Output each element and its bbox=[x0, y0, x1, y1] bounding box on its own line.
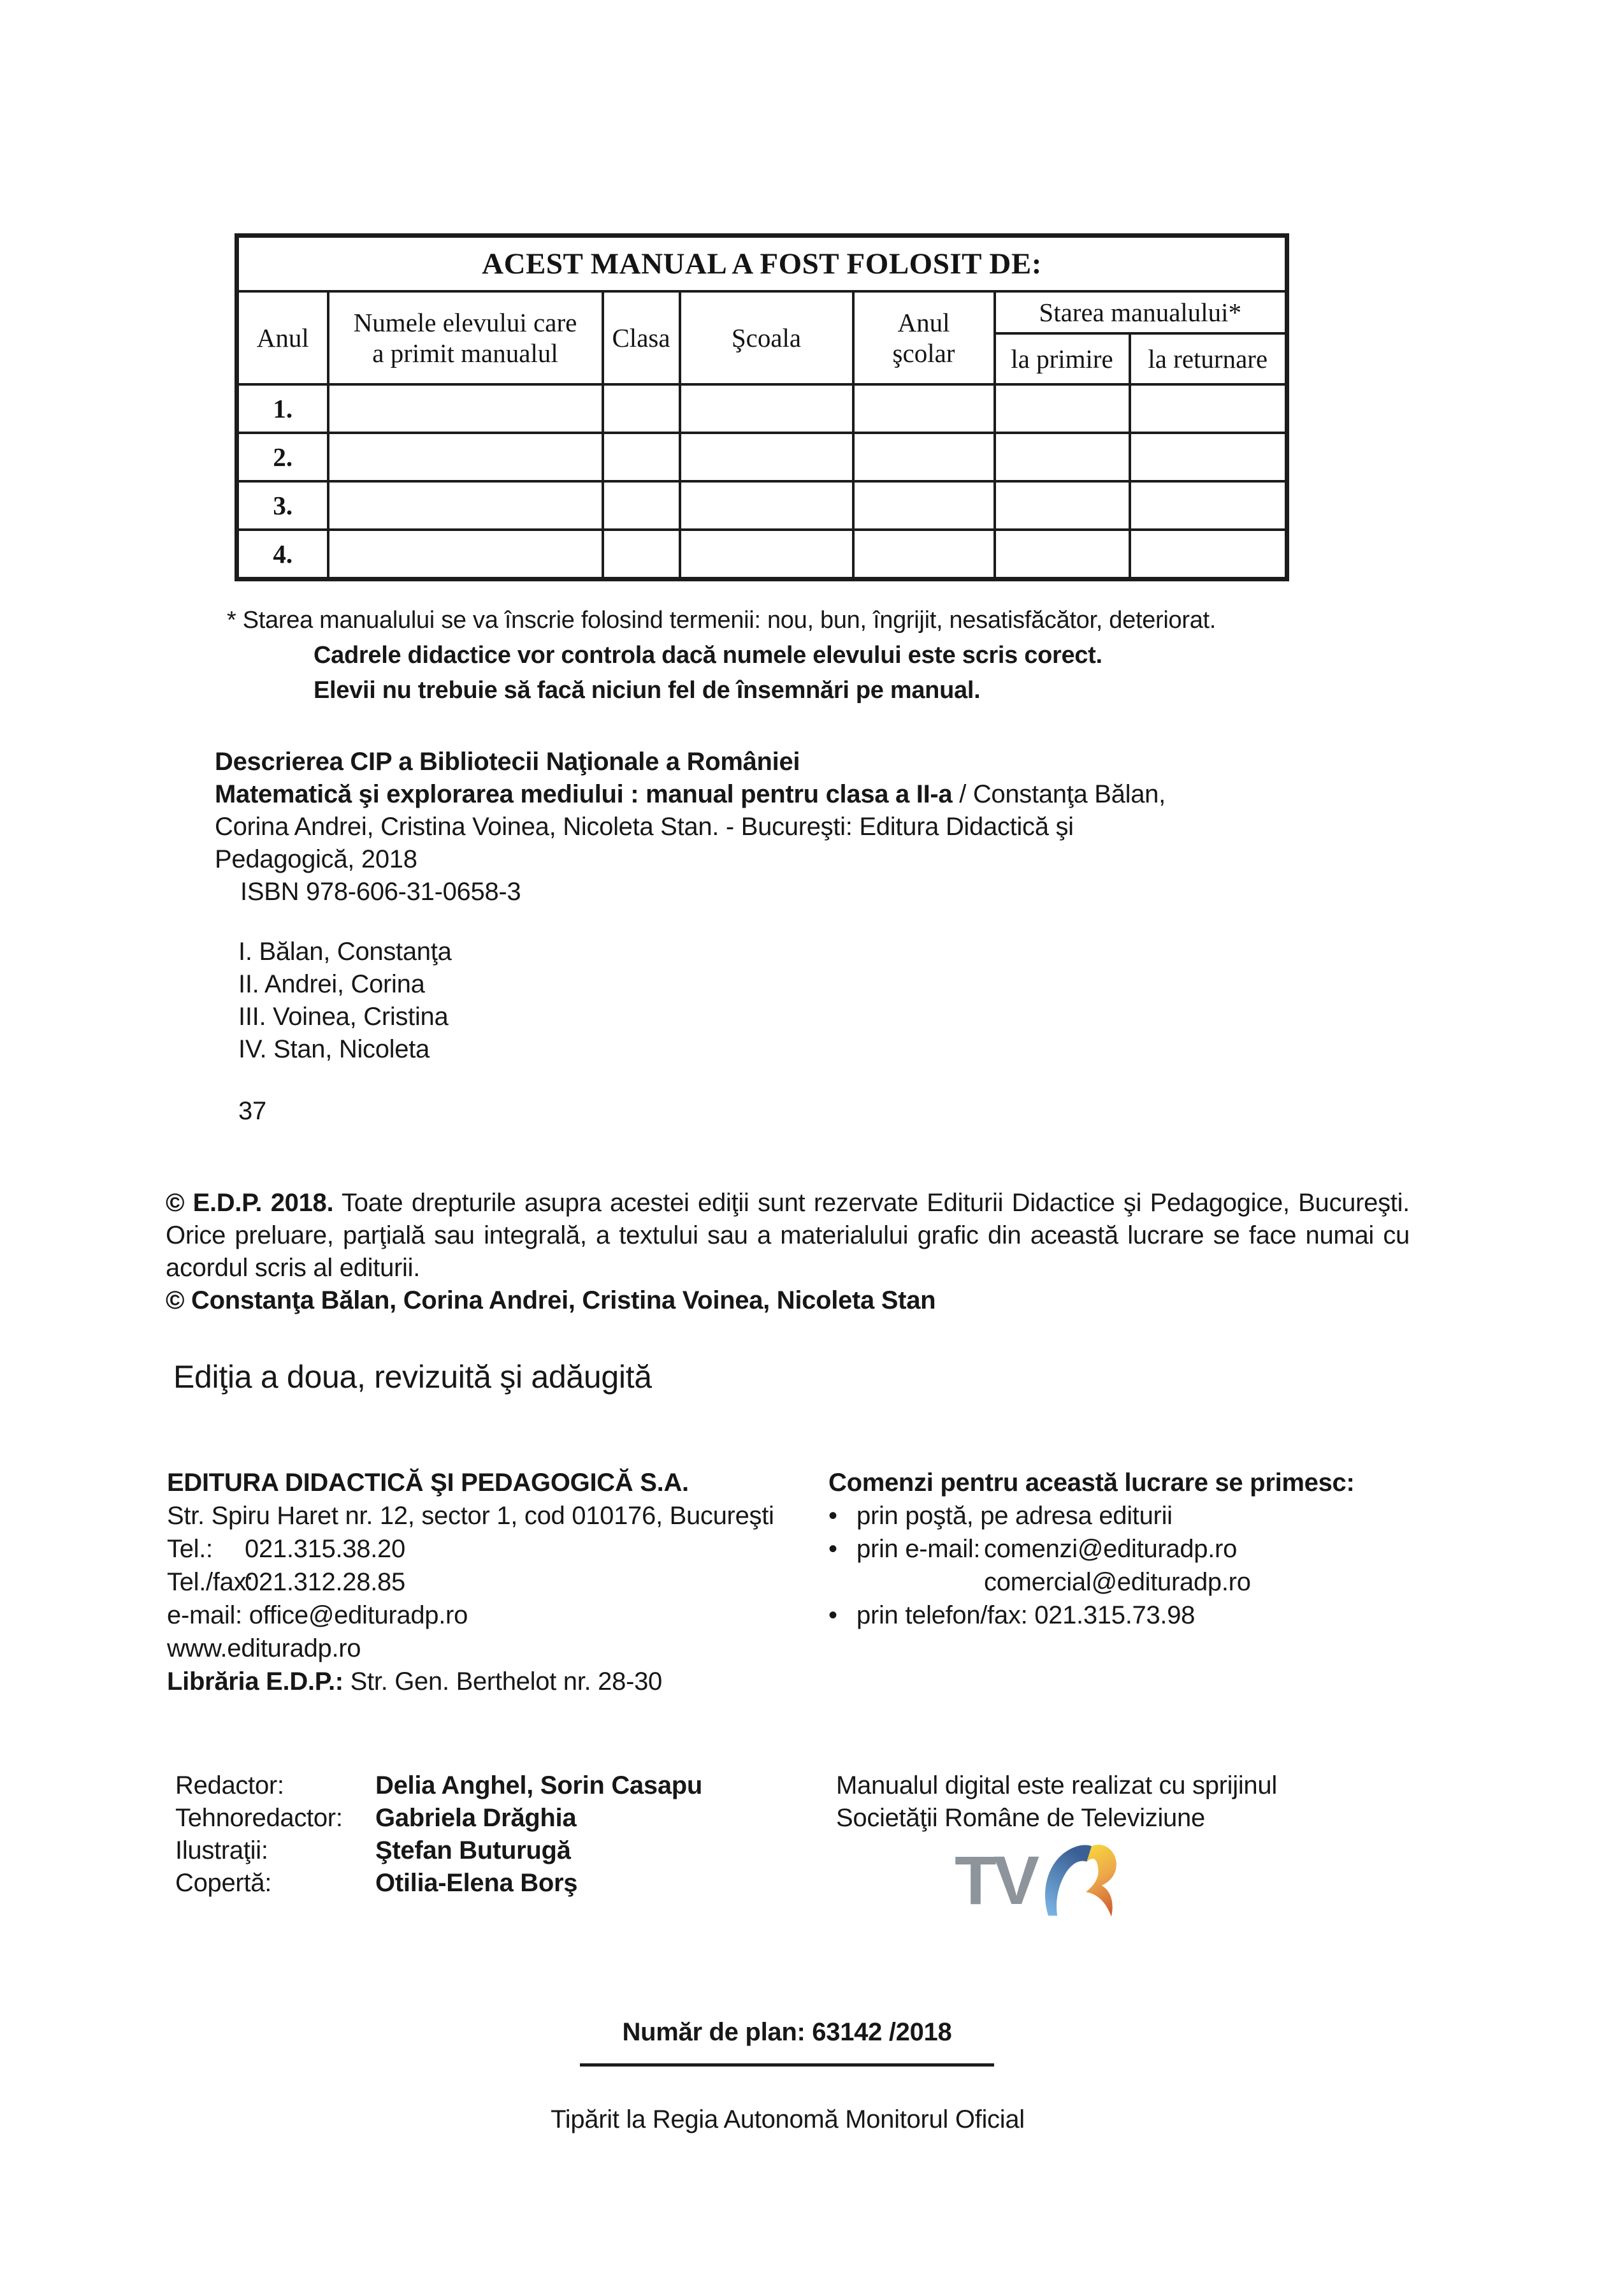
tvr-r-icon bbox=[1034, 1840, 1119, 1917]
cip-authors-line: Corina Andrei, Cristina Voinea, Nicoleta Stan. - Bucureşti: Editura Didactică şi bbox=[215, 813, 1074, 841]
table-row bbox=[237, 530, 1287, 579]
credit-row: Ilustraţii: Ştefan Buturugă bbox=[175, 1836, 571, 1864]
table-cell-empty bbox=[853, 384, 995, 433]
printing-house-note: Tipărit la Regia Autonomă Monitorul Oficial bbox=[551, 2105, 1025, 2133]
cip-author-item: III. Voinea, Cristina bbox=[238, 1003, 449, 1031]
table-title: ACEST MANUAL A FOST FOLOSIT DE: bbox=[237, 236, 1287, 292]
table-cell-empty bbox=[680, 481, 853, 530]
isbn: ISBN 978-606-31-0658-3 bbox=[240, 878, 521, 906]
table-row bbox=[237, 384, 1287, 433]
table-title-row bbox=[237, 236, 1287, 292]
copyright-authors: © Constanţa Bălan, Corina Andrei, Cristina Voinea, Nicoleta Stan bbox=[166, 1286, 936, 1314]
col-header-anul: Anul bbox=[237, 291, 328, 384]
table-cell-empty bbox=[1130, 433, 1287, 481]
divider-line bbox=[580, 2063, 994, 2067]
publisher-fax: Tel./fax:021.312.28.85 bbox=[167, 1568, 405, 1596]
col-header-starea: Starea manualului* bbox=[995, 291, 1287, 333]
table-cell-empty bbox=[603, 433, 680, 481]
edition-note: Ediţia a doua, revizuită şi adăugită bbox=[173, 1359, 652, 1395]
table-cell-empty bbox=[853, 530, 995, 579]
cip-author-item: II. Andrei, Corina bbox=[238, 970, 425, 998]
orders-email-1: comenzi@edituradp.ro bbox=[984, 1535, 1238, 1563]
tvr-logo bbox=[955, 1840, 1119, 1917]
publisher-name: EDITURA DIDACTICĂ ŞI PEDAGOGICĂ S.A. bbox=[167, 1469, 689, 1497]
cip-author-index bbox=[238, 936, 452, 1066]
publisher-email: e-mail: office@edituradp.ro bbox=[167, 1601, 468, 1629]
bullet-icon: • bbox=[828, 1601, 837, 1629]
publisher-phone: Tel.: 021.315.38.20 bbox=[167, 1535, 405, 1563]
orders-email-2: comercial@edituradp.ro bbox=[984, 1568, 1251, 1596]
table-cell-empty bbox=[680, 433, 853, 481]
copyright-text: Toate drepturile asupra acestei ediţii sunt rezervate Editurii Didactice şi Pedagogice, Bucureşti. Orice preluare, parţială sau integrală, a textului sau a materialului grafic din această lucrare se face numai cu acordul scris al editurii. bbox=[166, 1189, 1410, 1282]
row-number: 4. bbox=[237, 530, 328, 579]
bullet-icon: • bbox=[828, 1535, 837, 1563]
col-header-anul-scolar: Anul şcolar bbox=[853, 291, 995, 384]
col-header-la-returnare: la returnare bbox=[1130, 333, 1287, 384]
table-cell-empty bbox=[680, 530, 853, 579]
table-cell-empty bbox=[603, 530, 680, 579]
digital-manual-note: Manualul digital este realizat cu sprijinul Societăţii Române de Televiziune bbox=[836, 1771, 1277, 1832]
table-cell-empty bbox=[328, 384, 603, 433]
table-cell-empty bbox=[1130, 384, 1287, 433]
cip-class-number: 37 bbox=[238, 1097, 266, 1125]
col-header-la-primire: la primire bbox=[995, 333, 1130, 384]
cip-title-line: Matematică şi explorarea mediului : manual pentru clasa a II-a / Constanţa Bălan, bbox=[215, 780, 1166, 808]
table-cell-empty bbox=[328, 530, 603, 579]
row-number: 3. bbox=[237, 481, 328, 530]
plan-number: Număr de plan: 63142 /2018 bbox=[622, 2018, 952, 2046]
cip-heading: Descrierea CIP a Bibliotecii Naţionale a României bbox=[215, 748, 800, 776]
table-footnote bbox=[227, 603, 1216, 708]
table-cell-empty bbox=[1130, 481, 1287, 530]
table-cell-empty bbox=[853, 433, 995, 481]
orders-by-phone: • prin telefon/fax: 021.315.73.98 bbox=[828, 1599, 1355, 1632]
table-cell-empty bbox=[328, 433, 603, 481]
row-number: 1. bbox=[237, 384, 328, 433]
orders-heading: Comenzi pentru această lucrare se primesc: bbox=[828, 1469, 1355, 1497]
table-cell-empty bbox=[995, 384, 1130, 433]
bullet-icon: • bbox=[828, 1502, 837, 1530]
col-header-numele: Numele elevului care a primit manualul bbox=[328, 291, 603, 384]
table-row bbox=[237, 481, 1287, 530]
publisher-address: Str. Spiru Haret nr. 12, sector 1, cod 010176, Bucureşti bbox=[167, 1502, 774, 1530]
orders-by-mail: • prin poştă, pe adresa editurii bbox=[828, 1499, 1355, 1532]
copyright-paragraph bbox=[166, 1187, 1410, 1284]
cip-author-item: I. Bălan, Constanţa bbox=[238, 938, 452, 966]
col-header-scoala: Şcoala bbox=[680, 291, 853, 384]
table-cell-empty bbox=[1130, 530, 1287, 579]
cip-publisher-line: Pedagogică, 2018 bbox=[215, 845, 417, 873]
footnote-terms: * Starea manualului se va înscrie folosind termenii: nou, bun, îngrijit, nesatisfăcător, deteriorat. bbox=[227, 607, 1217, 634]
manual-usage-table bbox=[235, 233, 1289, 581]
orders-by-email: • prin e-mail: comenzi@edituradp.ro bbox=[828, 1532, 1355, 1566]
credit-row: Tehnoredactor: Gabriela Drăghia bbox=[175, 1804, 577, 1832]
tvr-letters: TV bbox=[955, 1842, 1037, 1919]
col-header-clasa: Clasa bbox=[603, 291, 680, 384]
publisher-info bbox=[167, 1466, 774, 1698]
footnote-rule-teachers: Cadrele didactice vor controla dacă numele elevului este scris corect. bbox=[314, 642, 1102, 669]
table-cell-empty bbox=[853, 481, 995, 530]
table-cell-empty bbox=[995, 481, 1130, 530]
table-cell-empty bbox=[995, 433, 1130, 481]
credit-row: Redactor: Delia Anghel, Sorin Casapu bbox=[175, 1771, 703, 1799]
table-cell-empty bbox=[603, 384, 680, 433]
orders-info bbox=[828, 1466, 1355, 1632]
credit-row: Copertă: Otilia-Elena Borş bbox=[175, 1869, 578, 1897]
row-number: 2. bbox=[237, 433, 328, 481]
table-cell-empty bbox=[995, 530, 1130, 579]
table-cell-empty bbox=[603, 481, 680, 530]
publisher-bookstore: Librăria E.D.P.: Str. Gen. Berthelot nr. 28-30 bbox=[167, 1668, 662, 1696]
cip-description bbox=[215, 746, 1166, 908]
footnote-rule-students: Elevii nu trebuie să facă niciun fel de însemnări pe manual. bbox=[314, 677, 981, 704]
copyright-edp: © E.D.P. 2018. bbox=[166, 1189, 334, 1217]
table-cell-empty bbox=[328, 481, 603, 530]
table-row bbox=[237, 433, 1287, 481]
publisher-website: www.edituradp.ro bbox=[167, 1634, 361, 1662]
cip-author-item: IV. Stan, Nicoleta bbox=[238, 1035, 430, 1063]
table-cell-empty bbox=[680, 384, 853, 433]
table-header-row bbox=[237, 291, 1287, 333]
staff-credits bbox=[175, 1769, 702, 1900]
